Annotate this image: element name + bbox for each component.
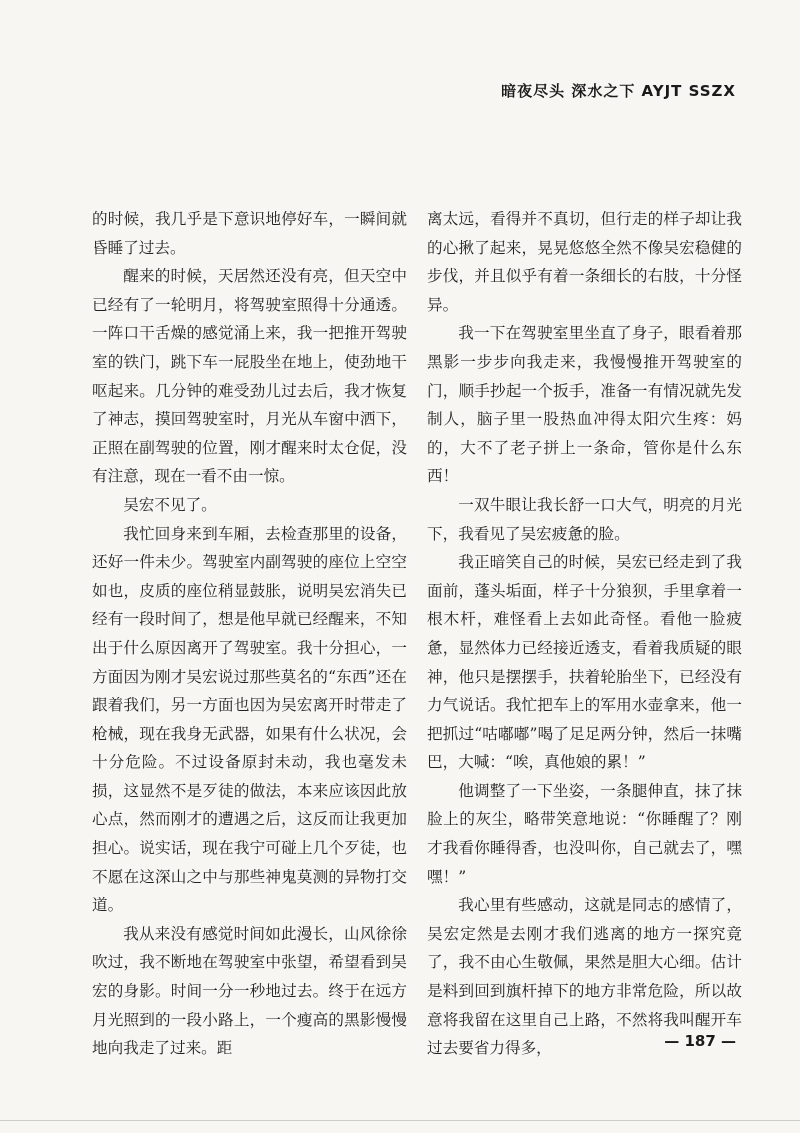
paragraph: 的时候，我几乎是下意识地停好车，一瞬间就昏睡了过去。 <box>92 210 407 257</box>
text-column-left <box>92 205 407 1063</box>
paragraph: 一双牛眼让我长舒一口大气，明亮的月光下，我看见了吴宏疲惫的脸。 <box>427 495 742 543</box>
paragraph: 我正暗笑自己的时候，吴宏已经走到了我面前，蓬头垢面，样子十分狼狈，手里拿着一根木杆，难怪看上去如此奇怪。看他一脸疲惫，显然体力已经接近透支，看着我质疑的眼神，他只是摆摆手，扶着轮胎坐下，已经没有力气说话。我忙把车上的军用水壶拿来，他一把抓过“咕嘟嘟”喝了足足两分钟，然后一抹嘴巴，大喊：“唉，真他娘的累！” <box>427 553 742 772</box>
paragraph: 醒来的时候，天居然还没有亮，但天空中已经有了一轮明月，将驾驶室照得十分通透。一阵口干舌燥的感觉涌上来，我一把推开驾驶室的铁门，跳下车一屁股坐在地上，使劲地干呕起来。几分钟的难受劲儿过去后，我才恢复了神志，摸回驾驶室时，月光从车窗中洒下，正照在副驾驶的位置，刚才醒来时太仓促，没有注意，现在一看不由一惊。 <box>92 267 407 486</box>
running-header: 暗夜尽头 深水之下 AYJT SSZX <box>501 82 736 100</box>
paragraph: 我从来没有感觉时间如此漫长，山风徐徐吹过，我不断地在驾驶室中张望，希望看到吴宏的身影。时间一分一秒地过去。终于在远方月光照到的一段小路上，一个瘦高的黑影慢慢地向我走了过来。距 <box>92 924 407 1058</box>
text-column-right <box>427 205 742 1063</box>
paragraph: 我忙回身来到车厢，去检查那里的设备，还好一件未少。驾驶室内副驾驶的座位上空空如也，皮质的座位稍显鼓胀，说明吴宏消失已经有一段时间了，想是他早就已经醒来，不知出于什么原因离开了驾驶室。我十分担心，一方面因为刚才吴宏说过那些莫名的“东西”还在跟着我们，另一方面也因为吴宏离开时带走了枪械，现在我身无武器，如果有什么状况，会十分危险。不过设备原封未动，我也毫发未损，这显然不是歹徒的做法，本来应该因此放心点，然而刚才的遭遇之后，这反而让我更加担心。说实话，现在我宁可碰上几个歹徒，也不愿在这深山之中与那些神鬼莫测的异物打交道。 <box>92 524 407 915</box>
page-edge-divider <box>0 1120 800 1121</box>
paragraph: 吴宏不见了。 <box>123 495 217 514</box>
paragraph: 我一下在驾驶室里坐直了身子，眼看着那黑影一步步向我走来，我慢慢推开驾驶室的门，顺手抄起一个扳手，准备一有情况就先发制人，脑子里一股热血冲得太阳穴生疼：妈的，大不了老子拼上一条命，管你是什么东西！ <box>427 324 742 486</box>
page-number: — 187 — <box>664 1032 736 1050</box>
paragraph: 离太远，看得并不真切，但行走的样子却让我的心揪了起来，晃晃悠悠全然不像吴宏稳健的步伐，并且似乎有着一条细长的右肢，十分怪异。 <box>427 210 742 314</box>
paragraph: 我心里有些感动，这就是同志的感情了，吴宏定然是去刚才我们逃离的地方一探究竟了，我不由心生敬佩，果然是胆大心细。估计是料到回到旗杆掉下的地方非常危险，所以故意将我留在这里自己上路，不然将我叫醒开车过去要省力得多， <box>427 896 742 1058</box>
paragraph: 他调整了一下坐姿，一条腿伸直，抹了抹脸上的灰尘，略带笑意地说：“你睡醒了？刚才我看你睡得香，也没叫你，自己就去了，嘿嘿！” <box>427 781 742 886</box>
